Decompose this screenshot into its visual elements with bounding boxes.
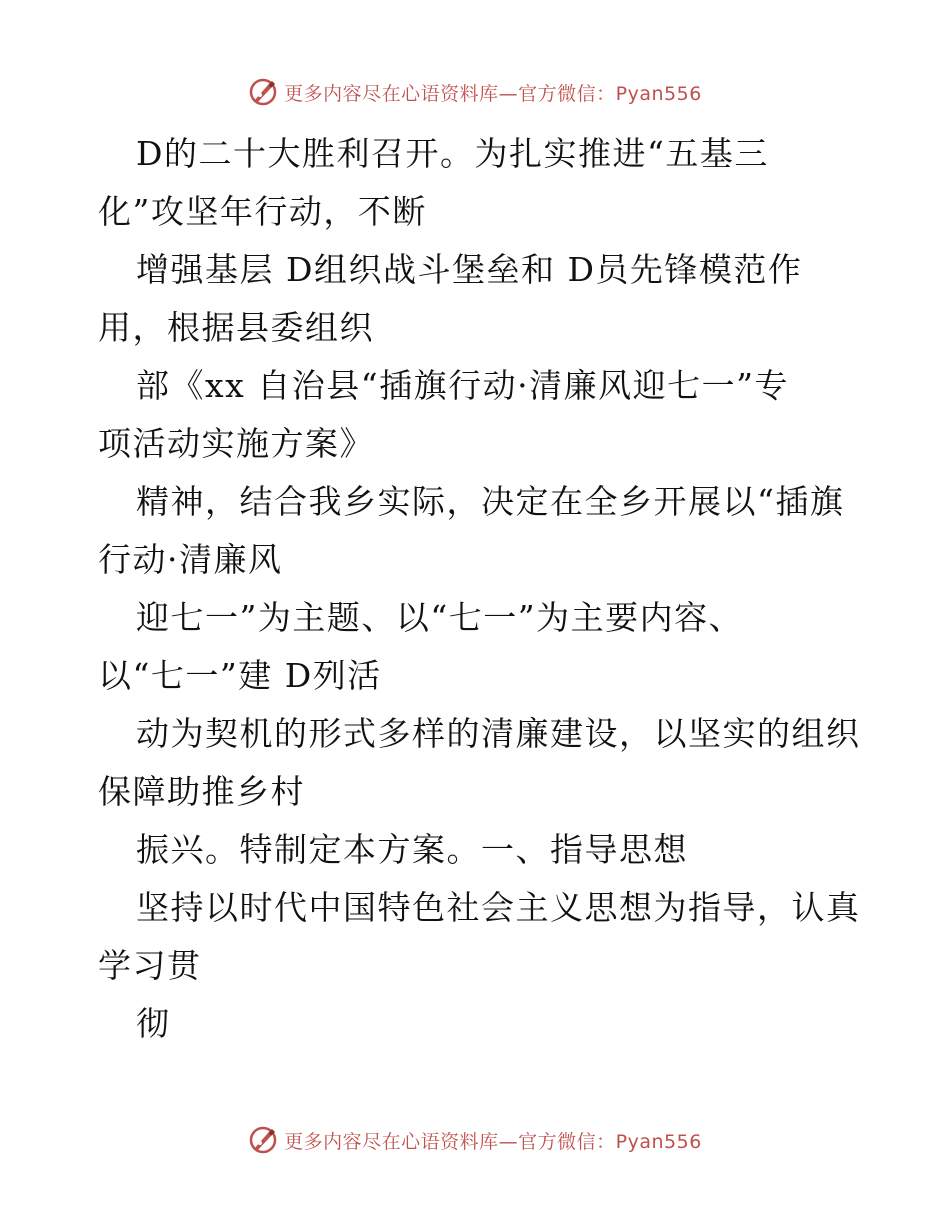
text-line: 学习贯 bbox=[98, 946, 202, 985]
text-line: 保障助推乡村 bbox=[98, 772, 305, 811]
header-watermark bbox=[0, 72, 950, 112]
text-line: D的二十大胜利召开。为扎实推进“五基三 bbox=[136, 134, 769, 173]
text-line: 动为契机的形式多样的清廉建设，以坚实的组织 bbox=[136, 714, 861, 753]
text-line: 以“七一”建 D列活 bbox=[98, 656, 382, 695]
text-line: 项活动实施方案》 bbox=[98, 424, 374, 463]
text-line: 彻 bbox=[136, 1004, 171, 1043]
text-line: 化”攻坚年行动，不断 bbox=[98, 192, 427, 231]
pen-logo-icon bbox=[248, 1125, 278, 1155]
text-line: 行动·清廉风 bbox=[98, 540, 283, 579]
text-line: 增强基层 D组织战斗堡垒和 D员先锋模范作 bbox=[136, 250, 803, 289]
text-line: 精神，结合我乡实际，决定在全乡开展以“插旗 bbox=[136, 482, 845, 521]
pen-logo-icon bbox=[248, 77, 278, 107]
text-line: 坚持以时代中国特色社会主义思想为指导，认真 bbox=[136, 888, 861, 927]
watermark-text: 更多内容尽在心语资料库—官方微信：Pyan556 bbox=[284, 1130, 702, 1153]
text-line: 用，根据县委组织 bbox=[98, 308, 374, 347]
text-line: 迎七一”为主题、以“七一”为主要内容、 bbox=[136, 598, 744, 637]
document-body bbox=[98, 125, 868, 1053]
text-line: 部《xx 自治县“插旗行动·清廉风迎七一”专 bbox=[136, 366, 789, 405]
watermark-text: 更多内容尽在心语资料库—官方微信：Pyan556 bbox=[284, 82, 702, 105]
text-line: 振兴。特制定本方案。一、指导思想 bbox=[136, 830, 688, 869]
footer-watermark bbox=[0, 1120, 950, 1160]
